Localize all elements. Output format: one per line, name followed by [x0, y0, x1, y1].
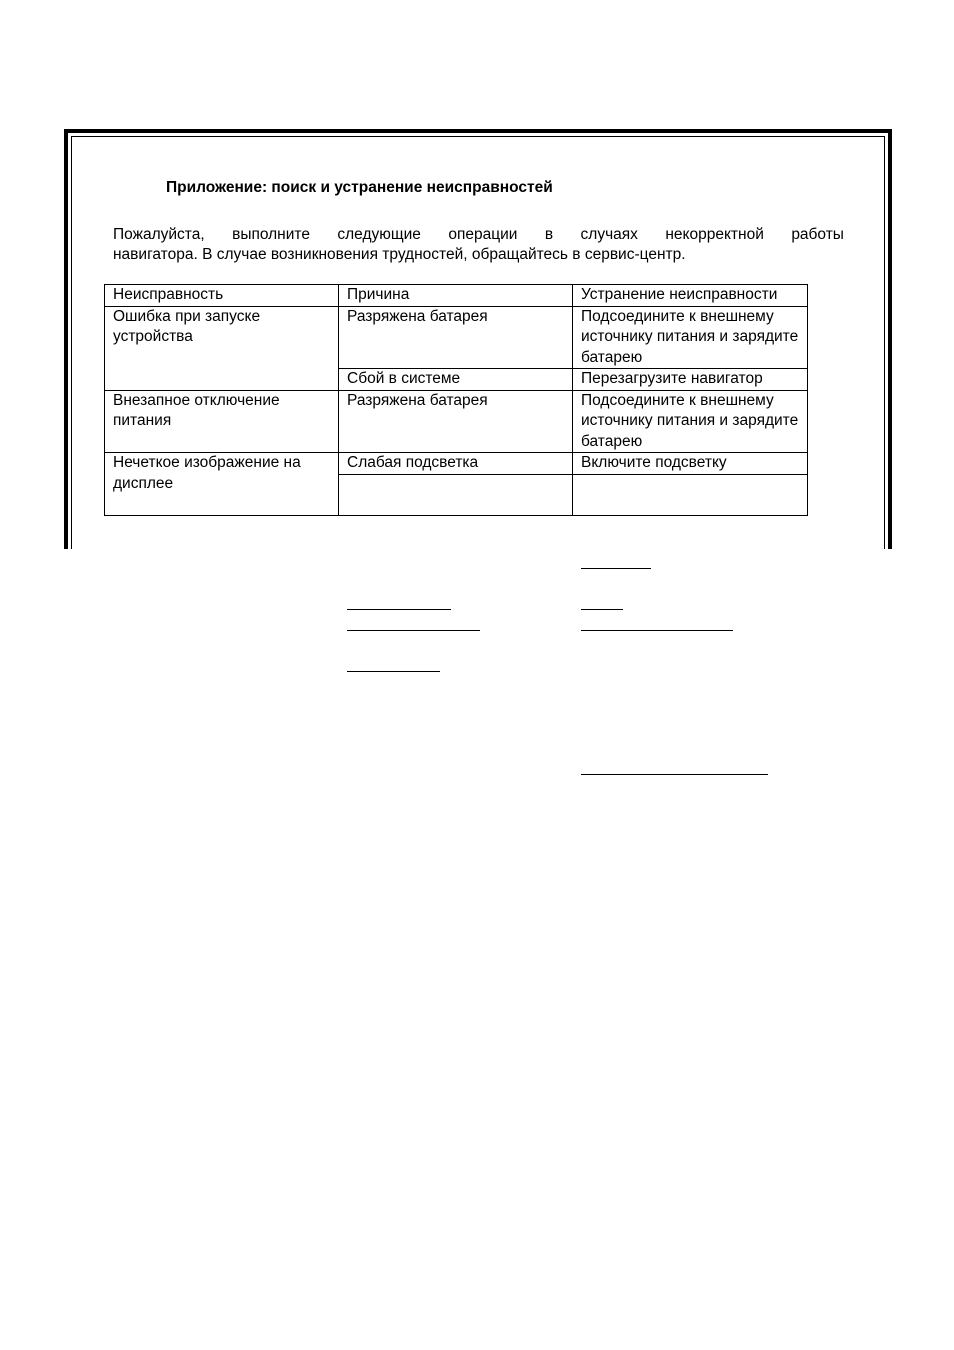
table-row: [105, 306, 808, 369]
cause-cell: Разряжена батарея: [339, 390, 573, 453]
fix-cell: Подсоедините к внешнему источнику питания и зарядите батарею: [573, 390, 808, 453]
text-underline-fragment: [581, 609, 623, 610]
intro-word: некорректной: [665, 226, 764, 243]
section-title: Приложение: поиск и устранение неисправностей: [166, 179, 553, 196]
troubleshooting-table: [104, 284, 808, 516]
header-cell-fix: Устранение неисправности: [573, 285, 808, 307]
fix-cell: Включите подсветку: [573, 453, 808, 475]
problem-cell: Внезапное отключение питания: [105, 390, 339, 453]
text-underline-fragment: [581, 568, 651, 569]
intro-word: операции: [448, 226, 518, 243]
fix-cell: Перезагрузите навигатор: [573, 369, 808, 391]
cause-cell: Сбой в системе: [339, 369, 573, 391]
intro-word: работы: [791, 226, 844, 243]
page-cutoff-area: [0, 550, 954, 1350]
intro-paragraph: [113, 225, 844, 265]
fix-cell: Подсоедините к внешнему источнику питания и зарядите батарею: [573, 306, 808, 369]
table-row: [105, 390, 808, 453]
cause-cell: Разряжена батарея: [339, 306, 573, 369]
intro-word: в: [544, 226, 554, 243]
problem-cell: Нечеткое изображение на дисплее: [105, 453, 339, 516]
intro-word: Пожалуйста,: [113, 226, 205, 243]
table-row: [105, 453, 808, 475]
intro-word: случаях: [580, 226, 638, 243]
intro-line-2: навигатора. В случае возникновения трудностей, обращайтесь в сервис-центр.: [113, 246, 686, 263]
fix-cell: [573, 474, 808, 515]
table-header-row: [105, 285, 808, 307]
intro-word: выполните: [232, 226, 310, 243]
cause-cell: [339, 474, 573, 515]
header-cell-cause: Причина: [339, 285, 573, 307]
cause-cell: Слабая подсветка: [339, 453, 573, 475]
problem-cell: Ошибка при запуске устройства: [105, 306, 339, 390]
text-underline-fragment: [581, 774, 768, 775]
text-underline-fragment: [347, 630, 480, 631]
text-underline-fragment: [581, 630, 733, 631]
header-cell-problem: Неисправность: [105, 285, 339, 307]
intro-word: следующие: [337, 226, 421, 243]
intro-line-1: [113, 225, 844, 245]
text-underline-fragment: [347, 609, 451, 610]
text-underline-fragment: [347, 671, 440, 672]
